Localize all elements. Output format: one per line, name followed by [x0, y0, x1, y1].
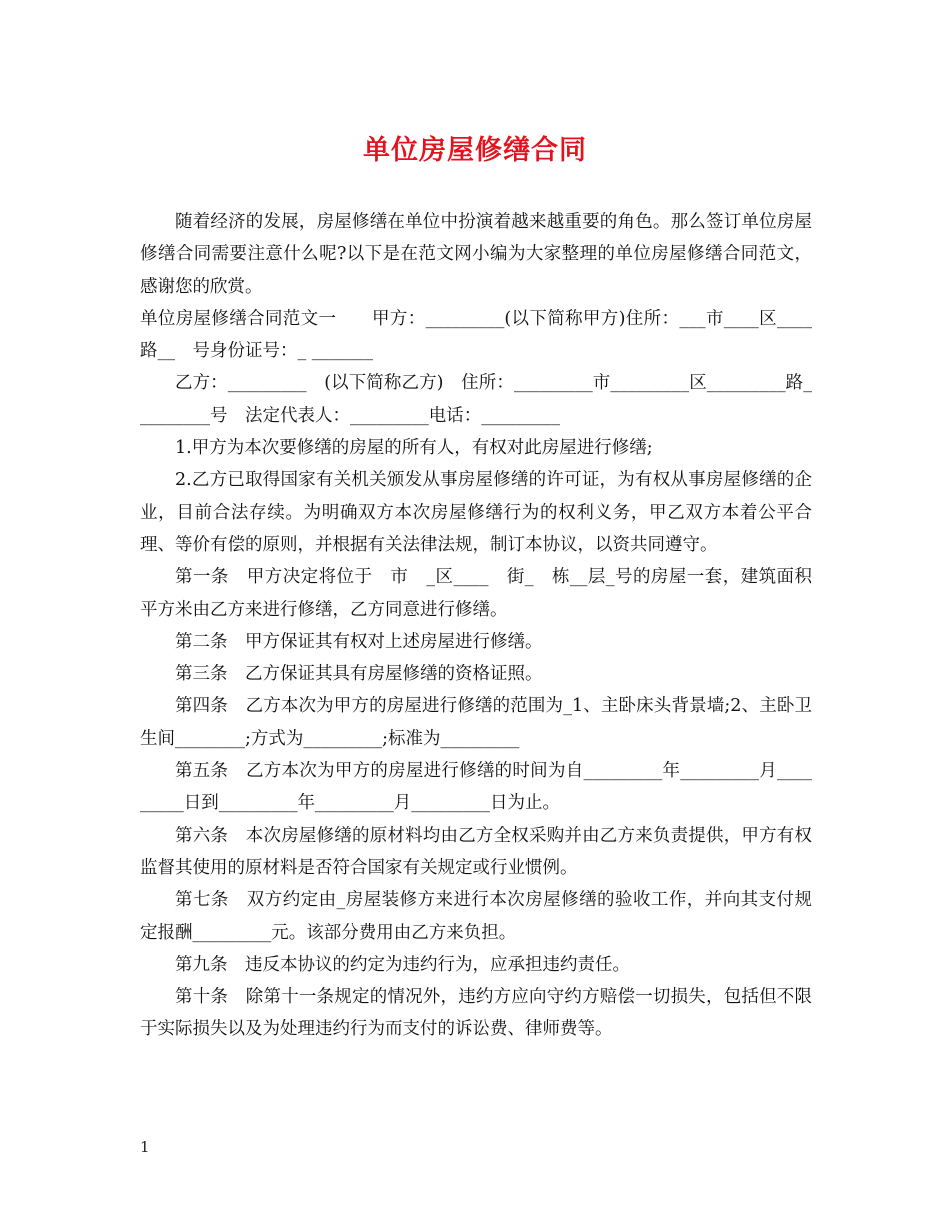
recital-1: 1.甲方为本次要修缮的房屋的所有人，有权对此房屋进行修缮;: [175, 438, 653, 459]
document-title: 单位房屋修缮合同: [363, 135, 587, 166]
article-5: 第五条 乙方本次为甲方的房屋进行修缮的时间为自_________年_________月_________日到_________年_________月_________日为止。: [140, 761, 812, 814]
document-body: [140, 206, 812, 1046]
intro-paragraph: 随着经济的发展，房屋修缮在单位中扮演着越来越重要的角色。那么签订单位房屋修缮合同需要注意什么呢?以下是在范文网小编为大家整理的单位房屋修缮合同范文，感谢您的欣赏。: [140, 212, 812, 297]
article-10: 第十条 除第十一条规定的情况外，违约方应向守约方赔偿一切损失，包括但不限于实际损失以及为处理违约行为而支付的诉讼费、律师费等。: [140, 987, 812, 1040]
article-1: 第一条 甲方决定将位于 市 _区____ 街_ 栋__层_号的房屋一套，建筑面积平方米由乙方来进行修缮，乙方同意进行修缮。: [140, 567, 812, 620]
recital-2: 2.乙方已取得国家有关机关颁发从事房屋修缮的许可证，为有权从事房屋修缮的企业，目前合法存续。为明确双方本次房屋修缮行为的权利义务，甲乙双方本着公平合理、等价有偿的原则，并根据有关法律法规，制订本协议，以资共同遵守。: [140, 470, 812, 555]
party-a-paragraph: 单位房屋修缮合同范文一 甲方：_________(以下简称甲方)住所：___市____区____路__ 号身份证号：_ _______: [140, 308, 812, 362]
article-7: 第七条 双方约定由_房屋装修方来进行本次房屋修缮的验收工作，并向其支付规定报酬_________元。该部分费用由乙方来负担。: [140, 890, 812, 943]
article-4: 第四条 乙方本次为甲方的房屋进行修缮的范围为_1、主卧床头背景墙;2、主卧卫生间________;方式为_________;标准为_________: [140, 696, 812, 749]
page-number: 1: [140, 1138, 150, 1156]
party-b-paragraph: 乙方：_________ (以下简称乙方) 住所：_________市_________区_________路_________号 法定代表人：_________电话：_________: [140, 373, 812, 426]
article-6: 第六条 本次房屋修缮的原材料均由乙方全权采购并由乙方来负责提供，甲方有权监督其使用的原材料是否符合国家有关规定或行业惯例。: [140, 825, 812, 878]
article-2: 第二条 甲方保证其有权对上述房屋进行修缮。: [175, 631, 543, 652]
article-9: 第九条 违反本协议的约定为违约行为，应承担违约责任。: [175, 954, 630, 975]
article-3: 第三条 乙方保证其具有房屋修缮的资格证照。: [175, 664, 543, 685]
